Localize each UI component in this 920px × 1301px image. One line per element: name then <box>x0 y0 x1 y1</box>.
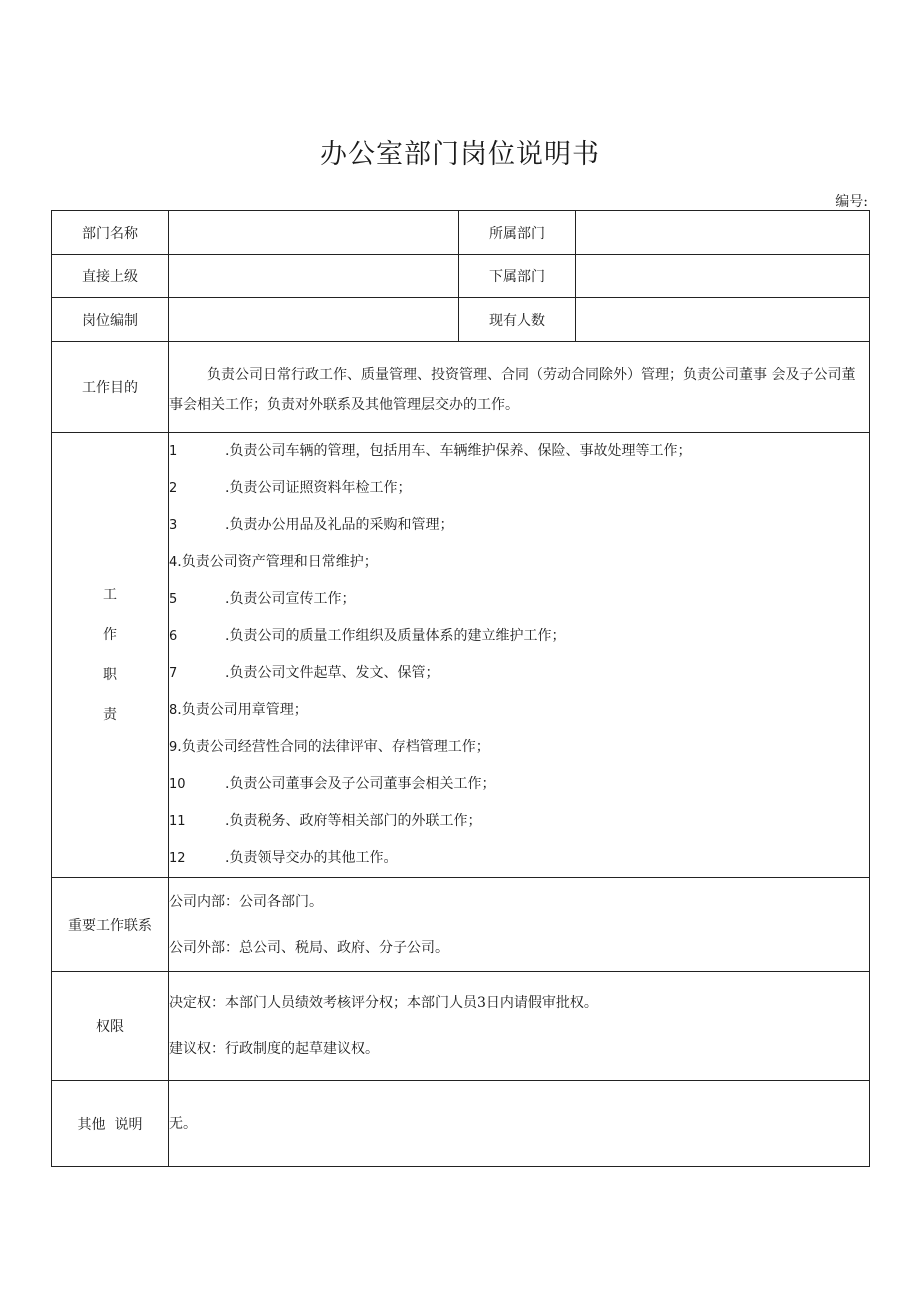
relations-label: 重要工作联系 <box>52 878 169 972</box>
authority-cell <box>169 972 870 1081</box>
current-staff-value[interactable] <box>576 298 870 342</box>
duty-number: 4 <box>169 555 178 570</box>
duty-text: .负责公司证照资料年检工作； <box>225 480 412 496</box>
job-description-table <box>51 210 870 1167</box>
duty-item <box>169 544 869 581</box>
row-supervisor <box>52 255 870 298</box>
duty-number: 5 <box>169 592 178 607</box>
duty-text: .负责公司资产管理和日常维护； <box>177 554 378 570</box>
duties-label-char: 职 <box>103 667 117 683</box>
duty-number: 7 <box>169 666 178 681</box>
duty-number: 2 <box>169 481 178 496</box>
duty-item <box>169 692 869 729</box>
duty-item <box>169 729 869 766</box>
purpose-label: 工作目的 <box>52 342 169 433</box>
purpose-cell <box>169 342 870 433</box>
dept-name-label: 部门名称 <box>52 211 169 255</box>
sub-dept-label: 下属部门 <box>459 255 576 298</box>
duties-label-char: 责 <box>103 707 117 723</box>
duty-item <box>169 470 869 507</box>
duty-text: .负责公司用章管理； <box>177 702 308 718</box>
sub-dept-value[interactable] <box>576 255 870 298</box>
row-relations <box>52 878 870 972</box>
duty-text: .负责公司宣传工作； <box>225 591 356 607</box>
relations-cell <box>169 878 870 972</box>
page-title: 办公室部门岗位说明书 <box>320 139 600 170</box>
authority-proposal: 建议权：行政制度的起草建议权。 <box>169 1041 379 1057</box>
supervisor-value[interactable] <box>169 255 459 298</box>
duty-item <box>169 840 869 877</box>
duty-number: 1 <box>169 444 178 459</box>
parent-dept-value[interactable] <box>576 211 870 255</box>
duty-text: .负责公司车辆的管理，包括用车、车辆维护保养、保险、事故处理等工作； <box>225 443 692 459</box>
duties-label <box>52 433 169 878</box>
row-duties <box>52 433 870 878</box>
duty-item <box>169 507 869 544</box>
parent-dept-label: 所属部门 <box>459 211 576 255</box>
duty-number: 6 <box>169 629 178 644</box>
headcount-plan-value[interactable] <box>169 298 459 342</box>
duty-item <box>169 433 869 470</box>
duties-cell <box>169 433 870 878</box>
row-dept-name <box>52 211 870 255</box>
duty-item <box>169 655 869 692</box>
duty-text: .负责办公用品及礼品的采购和管理； <box>225 517 454 533</box>
duty-text: .负责公司董事会及子公司董事会相关工作； <box>225 776 496 792</box>
duty-number: 10 <box>169 777 186 792</box>
relations-external: 公司外部：总公司、税局、政府、分子公司。 <box>169 939 449 956</box>
duties-label-char: 作 <box>103 627 117 643</box>
dept-name-value[interactable] <box>169 211 459 255</box>
other-label <box>52 1081 169 1167</box>
duty-number: 9 <box>169 740 178 755</box>
duty-text: .负责领导交办的其他工作。 <box>225 850 398 866</box>
duty-item <box>169 803 869 840</box>
duty-text: .负责公司的质量工作组织及质量体系的建立维护工作； <box>225 628 566 644</box>
serial-number-label: 编号: <box>835 194 868 210</box>
duty-item <box>169 618 869 655</box>
duty-text: .负责公司经营性合同的法律评审、存档管理工作； <box>177 739 490 755</box>
duty-number: 3 <box>169 518 178 533</box>
authority-label: 权限 <box>52 972 169 1081</box>
purpose-text: 负责公司日常行政工作、质量管理、投资管理、合同（劳动合同除外）管理；负责公司董事 会及子公司董事会相关工作；负责对外联系及其他管理层交办的工作。 <box>169 367 856 413</box>
other-cell <box>169 1081 870 1167</box>
supervisor-label: 直接上级 <box>52 255 169 298</box>
duties-label-char: 工 <box>103 587 117 603</box>
duty-number: 12 <box>169 851 186 866</box>
current-staff-label: 现有人数 <box>459 298 576 342</box>
row-authority <box>52 972 870 1081</box>
row-headcount <box>52 298 870 342</box>
duty-number: 11 <box>169 814 186 829</box>
relations-internal: 公司内部：公司各部门。 <box>169 893 323 910</box>
other-label-text: 其他 说明 <box>77 1116 143 1133</box>
duty-text: .负责公司文件起草、发文、保管； <box>225 665 440 681</box>
duty-text: .负责税务、政府等相关部门的外联工作； <box>225 813 482 829</box>
row-purpose <box>52 342 870 433</box>
duty-item <box>169 581 869 618</box>
duty-item <box>169 766 869 803</box>
duty-number: 8 <box>169 703 178 718</box>
other-text: 无。 <box>169 1115 197 1132</box>
headcount-plan-label: 岗位编制 <box>52 298 169 342</box>
row-other <box>52 1081 870 1167</box>
authority-decision: 决定权：本部门人员绩效考核评分权；本部门人员3日内请假审批权。 <box>169 995 598 1011</box>
